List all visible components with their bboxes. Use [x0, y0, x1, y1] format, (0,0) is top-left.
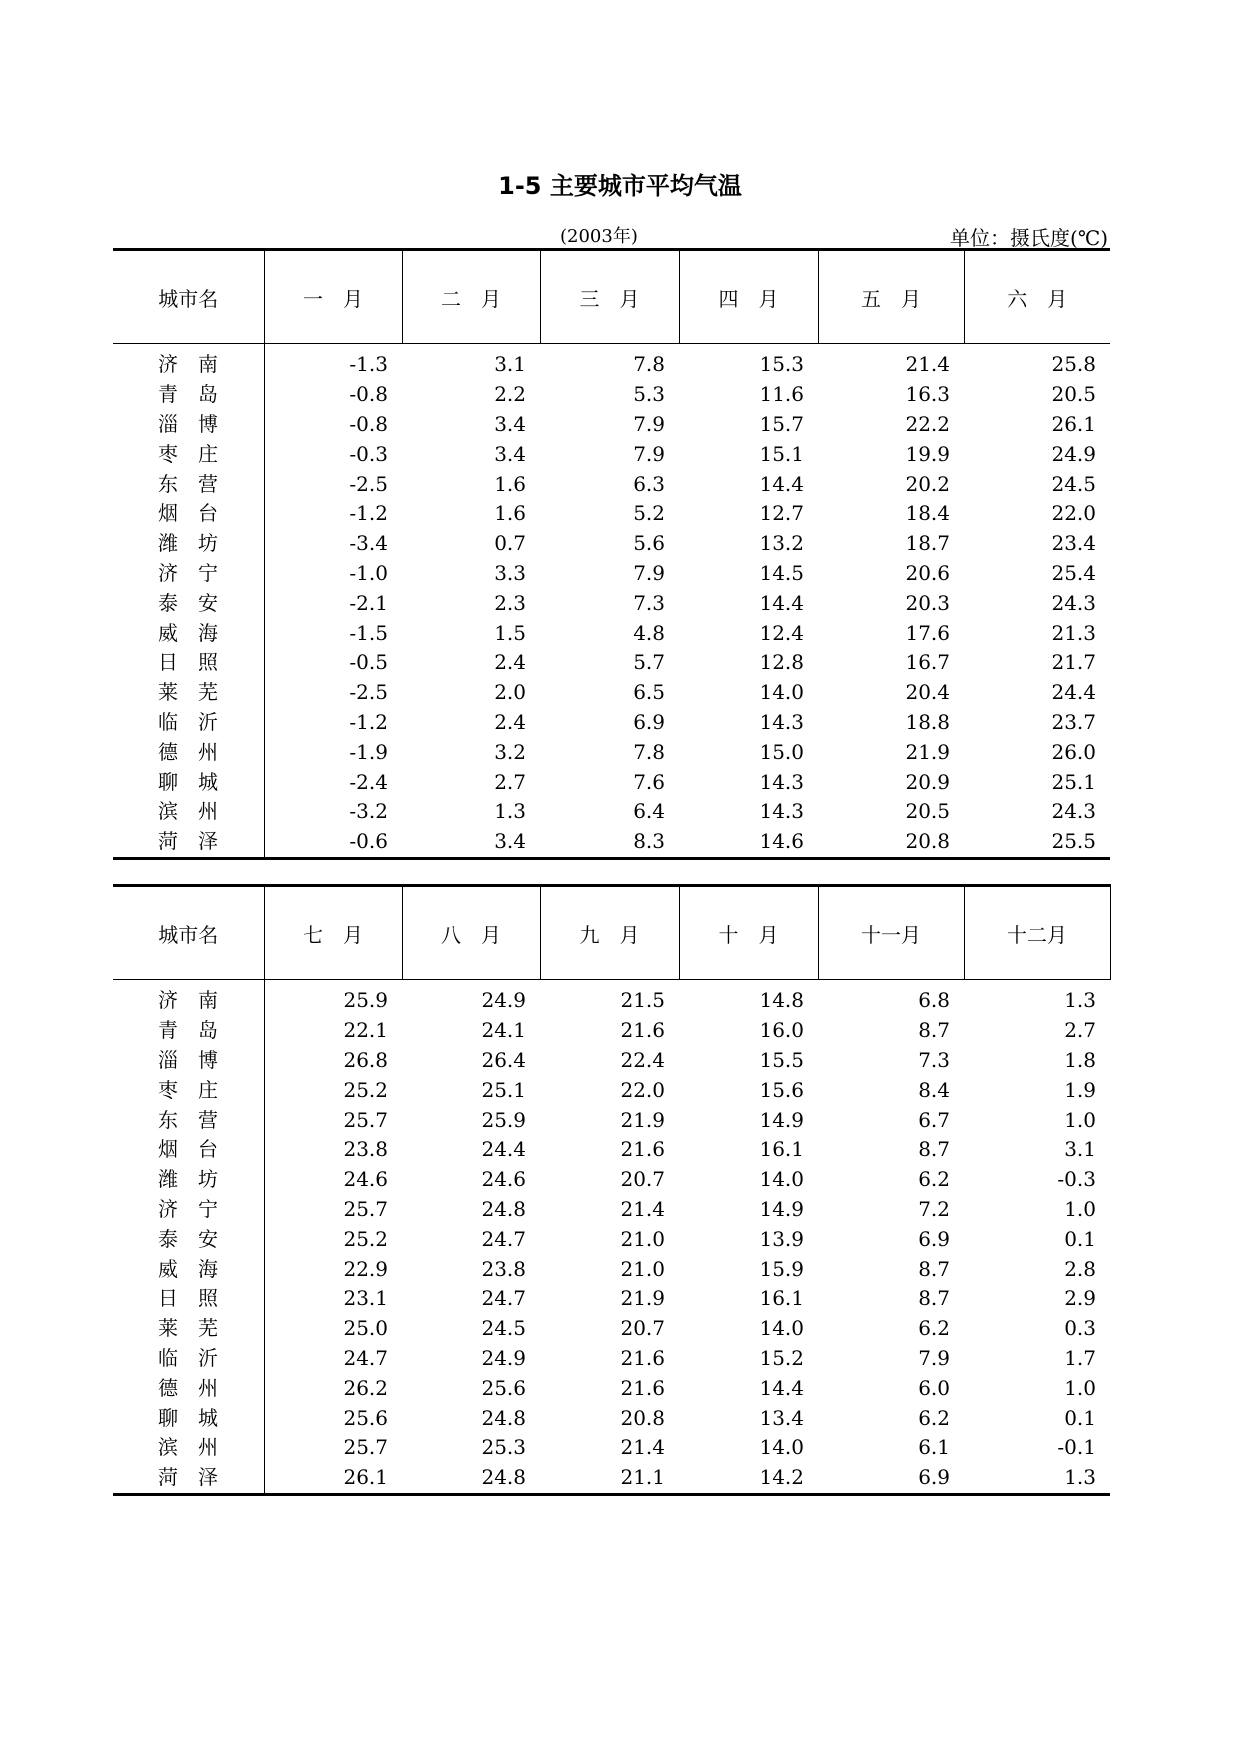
table-row [113, 380, 1110, 410]
temperature-cell: 24.5 [1051, 471, 1096, 496]
temperature-cell: 15.9 [759, 1256, 804, 1281]
temperature-cell: 8.7 [918, 1018, 950, 1043]
temperature-cell: 26.8 [343, 1047, 388, 1072]
temperature-cell: 21.9 [905, 739, 950, 764]
temperature-cell: -0.8 [349, 382, 388, 407]
temperature-cell: 2.9 [1064, 1286, 1096, 1311]
temperature-cell: 12.8 [759, 650, 804, 675]
temperature-cell: 15.1 [759, 441, 804, 466]
temperature-cell: 20.5 [905, 799, 950, 824]
city-name-cell: 威海 [113, 618, 264, 648]
temperature-cell: 16.7 [905, 650, 950, 675]
table-row [113, 827, 1110, 858]
temperature-cell: 22.9 [343, 1256, 388, 1281]
temperature-cell: 7.9 [633, 560, 665, 585]
city-name-cell: 莱芜 [113, 1314, 264, 1344]
table-row [113, 1075, 1110, 1105]
temperature-cell: -1.5 [349, 620, 388, 645]
city-name-cell: 烟台 [113, 499, 264, 529]
temperature-cell: 7.3 [918, 1047, 950, 1072]
temperature-cell: 3.4 [402, 827, 540, 858]
temperature-cell: 24.8 [481, 1196, 526, 1221]
header-cell: 城市名 [113, 250, 264, 344]
city-name-cell: 滨州 [113, 1433, 264, 1463]
temperature-cell: -1.2 [349, 709, 388, 734]
temperature-cell: 0.7 [494, 531, 526, 556]
temperature-cell: 8.4 [918, 1077, 950, 1102]
temperature-cell: 25.0 [343, 1316, 388, 1341]
temperature-cell: 6.5 [633, 680, 665, 705]
temperature-cell: 21.1 [540, 1463, 679, 1494]
temperature-cell: 21.4 [620, 1435, 665, 1460]
temperature-cell: 7.8 [633, 739, 665, 764]
temperature-cell: 25.6 [481, 1375, 526, 1400]
temperature-cell: 24.7 [481, 1226, 526, 1251]
temperature-cell: 20.4 [905, 680, 950, 705]
table-row [113, 708, 1110, 738]
city-name-cell: 菏泽 [113, 1463, 264, 1494]
table-row [113, 559, 1110, 589]
temperature-cell: 1.3 [1064, 988, 1096, 1013]
temperature-cell: 18.7 [905, 531, 950, 556]
city-name-cell: 青岛 [113, 1016, 264, 1046]
temperature-cell: 21.3 [1051, 620, 1096, 645]
temperature-cell: 14.3 [759, 709, 804, 734]
city-name-cell: 青岛 [113, 380, 264, 410]
temperature-cell: 7.9 [633, 411, 665, 436]
temperature-cell: 8.3 [540, 827, 679, 858]
temperature-cell: 5.7 [633, 650, 665, 675]
temperature-cell: 1.8 [1064, 1047, 1096, 1072]
temperature-cell: 2.4 [494, 709, 526, 734]
temperature-cell: 4.8 [633, 620, 665, 645]
temperature-cell: 7.6 [633, 769, 665, 794]
temperature-cell: 2.2 [494, 382, 526, 407]
temperature-cell: -0.1 [1057, 1435, 1096, 1460]
temperature-cell: 24.1 [481, 1018, 526, 1043]
header-cell: 十一月 [818, 886, 964, 980]
temperature-cell: 18.4 [905, 501, 950, 526]
temperature-cell: 20.3 [905, 590, 950, 615]
temperature-cell: 15.7 [759, 411, 804, 436]
temperature-cell: 21.9 [620, 1107, 665, 1132]
table-row [113, 1195, 1110, 1225]
temperature-cell: 1.9 [1064, 1077, 1096, 1102]
temperature-cell: -1.3 [349, 352, 388, 377]
temperature-cell: -2.1 [349, 590, 388, 615]
temperature-cell: 5.2 [633, 501, 665, 526]
city-name-cell: 德州 [113, 1373, 264, 1403]
header-cell: 三 月 [540, 250, 679, 344]
temperature-cell: 14.0 [759, 1167, 804, 1192]
temperature-cell: 22.1 [343, 1018, 388, 1043]
temperature-cell: 25.7 [343, 1196, 388, 1221]
temperature-cell: -0.8 [349, 411, 388, 436]
city-name-cell: 莱芜 [113, 678, 264, 708]
temperature-cell: 6.1 [918, 1435, 950, 1460]
table-row [113, 499, 1110, 529]
temperature-cell: 12.4 [759, 620, 804, 645]
temperature-cell: 20.7 [620, 1316, 665, 1341]
temperature-cell: 3.4 [494, 441, 526, 466]
table-row [113, 1165, 1110, 1195]
temperature-cell: 2.7 [494, 769, 526, 794]
temperature-cell: 1.6 [494, 501, 526, 526]
temperature-cell: 24.4 [1051, 680, 1096, 705]
city-name-cell: 东营 [113, 1105, 264, 1135]
city-name-cell: 德州 [113, 737, 264, 767]
temperature-cell: 23.8 [481, 1256, 526, 1281]
unit-note: 单位：摄氏度(℃) [950, 226, 1108, 250]
header-cell: 四 月 [679, 250, 818, 344]
temperature-cell: 21.6 [620, 1018, 665, 1043]
temperature-cell: 3.3 [494, 560, 526, 585]
temperature-cell: 19.9 [905, 441, 950, 466]
table-row [113, 1344, 1110, 1374]
temperature-cell: 24.7 [343, 1345, 388, 1370]
city-name-cell: 泰安 [113, 1224, 264, 1254]
temperature-cell: 14.9 [759, 1196, 804, 1221]
table-row [113, 797, 1110, 827]
temperature-cell: 6.9 [918, 1226, 950, 1251]
city-name-cell: 泰安 [113, 588, 264, 618]
temperature-cell: 26.1 [264, 1463, 402, 1494]
temperature-cell: 8.7 [918, 1137, 950, 1162]
temperature-cell: 1.0 [1064, 1196, 1096, 1221]
temperature-cell: 22.2 [905, 411, 950, 436]
temperature-table-jul-dec [113, 884, 1111, 1496]
temperature-cell: 20.9 [905, 769, 950, 794]
temperature-cell: 17.6 [905, 620, 950, 645]
temperature-cell: 20.8 [818, 827, 964, 858]
city-name-cell: 济南 [113, 986, 264, 1016]
temperature-cell: -0.3 [349, 441, 388, 466]
temperature-cell: 13.9 [759, 1226, 804, 1251]
year-note: (2003年) [560, 226, 638, 247]
temperature-cell: 25.3 [481, 1435, 526, 1460]
temperature-cell: 6.8 [918, 988, 950, 1013]
temperature-cell: 24.9 [1051, 441, 1096, 466]
city-name-cell: 济南 [113, 350, 264, 380]
temperature-cell: 25.7 [343, 1107, 388, 1132]
temperature-cell: 25.9 [343, 988, 388, 1013]
table-row [113, 1403, 1110, 1433]
temperature-cell: 25.4 [1051, 560, 1096, 585]
temperature-cell: -1.2 [349, 501, 388, 526]
city-name-cell: 菏泽 [113, 827, 264, 858]
temperature-cell: 21.0 [620, 1256, 665, 1281]
temperature-cell: 18.8 [905, 709, 950, 734]
table-body [113, 986, 1110, 1494]
table-row [113, 767, 1110, 797]
temperature-cell: 15.5 [759, 1047, 804, 1072]
temperature-cell: 14.8 [759, 988, 804, 1013]
temperature-cell: 0.3 [1064, 1316, 1096, 1341]
table-row [113, 1314, 1110, 1344]
header-cell: 七 月 [264, 886, 402, 980]
table-row [113, 350, 1110, 380]
city-name-cell: 日照 [113, 648, 264, 678]
temperature-cell: 14.5 [759, 560, 804, 585]
temperature-cell: 1.0 [1064, 1375, 1096, 1400]
temperature-cell: 14.0 [759, 680, 804, 705]
temperature-cell: 24.6 [343, 1167, 388, 1192]
city-name-cell: 日照 [113, 1284, 264, 1314]
table-row [113, 410, 1110, 440]
temperature-cell: 16.3 [905, 382, 950, 407]
city-name-cell: 淄博 [113, 1046, 264, 1076]
temperature-cell: 25.2 [343, 1077, 388, 1102]
table-row [113, 737, 1110, 767]
table-row [113, 986, 1110, 1016]
header-cell: 六 月 [964, 250, 1110, 344]
temperature-cell: 12.7 [759, 501, 804, 526]
temperature-cell: 8.7 [918, 1256, 950, 1281]
temperature-cell: -3.4 [349, 531, 388, 556]
temperature-cell: 1.7 [1064, 1345, 1096, 1370]
temperature-cell: 14.4 [759, 471, 804, 496]
table-row [113, 1016, 1110, 1046]
temperature-cell: 14.6 [679, 827, 818, 858]
temperature-cell: 6.4 [633, 799, 665, 824]
header-cell: 一 月 [264, 250, 402, 344]
temperature-cell: 24.3 [1051, 799, 1096, 824]
table-row [113, 1105, 1110, 1135]
temperature-cell: 15.0 [759, 739, 804, 764]
temperature-cell: 24.3 [1051, 590, 1096, 615]
table-row [113, 1135, 1110, 1165]
temperature-cell: 2.7 [1064, 1018, 1096, 1043]
temperature-cell: 20.2 [905, 471, 950, 496]
temperature-cell: 6.2 [918, 1167, 950, 1192]
temperature-cell: -2.5 [349, 471, 388, 496]
city-name-cell: 聊城 [113, 767, 264, 797]
header-cell: 五 月 [818, 250, 964, 344]
temperature-cell: 21.0 [620, 1226, 665, 1251]
temperature-cell: 3.1 [494, 352, 526, 377]
temperature-cell: 25.1 [481, 1077, 526, 1102]
temperature-cell: 25.8 [1051, 352, 1096, 377]
temperature-cell: 14.4 [759, 590, 804, 615]
table-row [113, 529, 1110, 559]
header-cell: 十二月 [964, 886, 1110, 980]
temperature-cell: 21.4 [905, 352, 950, 377]
temperature-cell: 25.9 [481, 1107, 526, 1132]
table-row [113, 618, 1110, 648]
city-name-cell: 烟台 [113, 1135, 264, 1165]
temperature-cell: 21.6 [620, 1375, 665, 1400]
temperature-cell: 20.6 [905, 560, 950, 585]
table-row [113, 439, 1110, 469]
temperature-cell: 8.7 [918, 1286, 950, 1311]
temperature-cell: 2.4 [494, 650, 526, 675]
temperature-cell: 25.6 [343, 1405, 388, 1430]
city-name-cell: 枣庄 [113, 1075, 264, 1105]
table-header [113, 250, 1110, 351]
temperature-cell: 26.0 [1051, 739, 1096, 764]
table-row [113, 1224, 1110, 1254]
temperature-cell: 2.3 [494, 590, 526, 615]
city-name-cell: 济宁 [113, 1195, 264, 1225]
temperature-cell: 2.0 [494, 680, 526, 705]
table-row [113, 469, 1110, 499]
temperature-cell: -2.5 [349, 680, 388, 705]
temperature-cell: 0.1 [1064, 1405, 1096, 1430]
temperature-cell: 24.8 [402, 1463, 540, 1494]
header-cell: 八 月 [402, 886, 540, 980]
temperature-cell: 6.0 [918, 1375, 950, 1400]
temperature-cell: 11.6 [759, 382, 804, 407]
temperature-table-jan-jun [113, 248, 1110, 860]
temperature-cell: -1.0 [349, 560, 388, 585]
table-row [113, 678, 1110, 708]
temperature-cell: 24.8 [481, 1405, 526, 1430]
table-header [113, 886, 1110, 987]
temperature-cell: 7.2 [918, 1196, 950, 1221]
temperature-cell: 6.9 [818, 1463, 964, 1494]
temperature-cell: -0.6 [264, 827, 402, 858]
temperature-cell: 16.1 [759, 1137, 804, 1162]
city-name-cell: 淄博 [113, 410, 264, 440]
city-name-cell: 东营 [113, 469, 264, 499]
temperature-cell: 15.2 [759, 1345, 804, 1370]
temperature-cell: 21.5 [620, 988, 665, 1013]
temperature-cell: 16.0 [759, 1018, 804, 1043]
city-name-cell: 潍坊 [113, 529, 264, 559]
table-row [113, 1373, 1110, 1403]
temperature-cell: 3.2 [494, 739, 526, 764]
temperature-cell: 24.9 [481, 988, 526, 1013]
table-row [113, 1433, 1110, 1463]
city-name-cell: 临沂 [113, 1344, 264, 1374]
city-name-cell: 济宁 [113, 559, 264, 589]
temperature-cell: 21.6 [620, 1345, 665, 1370]
temperature-cell: 24.7 [481, 1286, 526, 1311]
city-name-cell: 临沂 [113, 708, 264, 738]
temperature-cell: 13.2 [759, 531, 804, 556]
temperature-cell: 1.3 [494, 799, 526, 824]
table-row [113, 1046, 1110, 1076]
temperature-cell: 6.7 [918, 1107, 950, 1132]
temperature-cell: 14.3 [759, 769, 804, 794]
temperature-cell: 25.7 [343, 1435, 388, 1460]
temperature-cell: 23.4 [1051, 531, 1096, 556]
temperature-cell: 6.2 [918, 1405, 950, 1430]
temperature-cell: 20.5 [1051, 382, 1096, 407]
header-cell: 城市名 [113, 886, 264, 980]
temperature-cell: 7.8 [633, 352, 665, 377]
temperature-cell: 22.4 [620, 1047, 665, 1072]
header-cell: 十 月 [679, 886, 818, 980]
city-name-cell: 潍坊 [113, 1165, 264, 1195]
temperature-cell: 24.4 [481, 1137, 526, 1162]
table-row [113, 648, 1110, 678]
temperature-cell: 22.0 [620, 1077, 665, 1102]
temperature-cell: 21.6 [620, 1137, 665, 1162]
temperature-cell: 23.8 [343, 1137, 388, 1162]
table-row [113, 1463, 1110, 1494]
temperature-cell: 24.6 [481, 1167, 526, 1192]
temperature-cell: 21.7 [1051, 650, 1096, 675]
temperature-cell: 14.9 [759, 1107, 804, 1132]
temperature-cell: 6.9 [633, 709, 665, 734]
temperature-cell: -3.2 [349, 799, 388, 824]
temperature-cell: 20.7 [620, 1167, 665, 1192]
temperature-cell: 25.5 [964, 827, 1110, 858]
header-cell: 九 月 [540, 886, 679, 980]
temperature-cell: -0.5 [349, 650, 388, 675]
temperature-cell: -2.4 [349, 769, 388, 794]
table-body [113, 350, 1110, 858]
temperature-cell: 6.3 [633, 471, 665, 496]
temperature-cell: 25.1 [1051, 769, 1096, 794]
city-name-cell: 威海 [113, 1254, 264, 1284]
temperature-cell: 1.6 [494, 471, 526, 496]
temperature-cell: 23.1 [343, 1286, 388, 1311]
temperature-cell: 21.9 [620, 1286, 665, 1311]
city-name-cell: 枣庄 [113, 439, 264, 469]
header-cell: 二 月 [402, 250, 540, 344]
temperature-cell: 6.2 [918, 1316, 950, 1341]
temperature-cell: 16.1 [759, 1286, 804, 1311]
temperature-cell: 26.2 [343, 1375, 388, 1400]
temperature-cell: 7.3 [633, 590, 665, 615]
temperature-cell: 15.6 [759, 1077, 804, 1102]
temperature-cell: 14.3 [759, 799, 804, 824]
temperature-cell: 13.4 [759, 1405, 804, 1430]
temperature-cell: 1.5 [494, 620, 526, 645]
temperature-cell: 25.2 [343, 1226, 388, 1251]
temperature-cell: 1.3 [964, 1463, 1110, 1494]
temperature-cell: 23.7 [1051, 709, 1096, 734]
temperature-cell: 5.3 [633, 382, 665, 407]
city-name-cell: 聊城 [113, 1403, 264, 1433]
temperature-cell: 22.0 [1051, 501, 1096, 526]
temperature-cell: 24.9 [481, 1345, 526, 1370]
temperature-cell: -0.3 [1057, 1167, 1096, 1192]
page-title: 1-5 主要城市平均气温 [498, 172, 742, 200]
temperature-cell: 7.9 [633, 441, 665, 466]
temperature-cell: 14.4 [759, 1375, 804, 1400]
temperature-cell: 3.1 [1064, 1137, 1096, 1162]
table-row [113, 1254, 1110, 1284]
table-row [113, 588, 1110, 618]
temperature-cell: 2.8 [1064, 1256, 1096, 1281]
temperature-cell: 14.0 [759, 1316, 804, 1341]
temperature-cell: 5.6 [633, 531, 665, 556]
city-name-cell: 滨州 [113, 797, 264, 827]
temperature-cell: 14.2 [679, 1463, 818, 1494]
temperature-cell: 24.5 [481, 1316, 526, 1341]
temperature-cell: 26.4 [481, 1047, 526, 1072]
temperature-cell: 7.9 [918, 1345, 950, 1370]
temperature-cell: 21.4 [620, 1196, 665, 1221]
temperature-cell: 3.4 [494, 411, 526, 436]
table-row [113, 1284, 1110, 1314]
temperature-cell: 14.0 [759, 1435, 804, 1460]
temperature-cell: 0.1 [1064, 1226, 1096, 1251]
temperature-cell: 20.8 [620, 1405, 665, 1430]
temperature-cell: 15.3 [759, 352, 804, 377]
temperature-cell: 1.0 [1064, 1107, 1096, 1132]
temperature-cell: 26.1 [1051, 411, 1096, 436]
temperature-cell: -1.9 [349, 739, 388, 764]
